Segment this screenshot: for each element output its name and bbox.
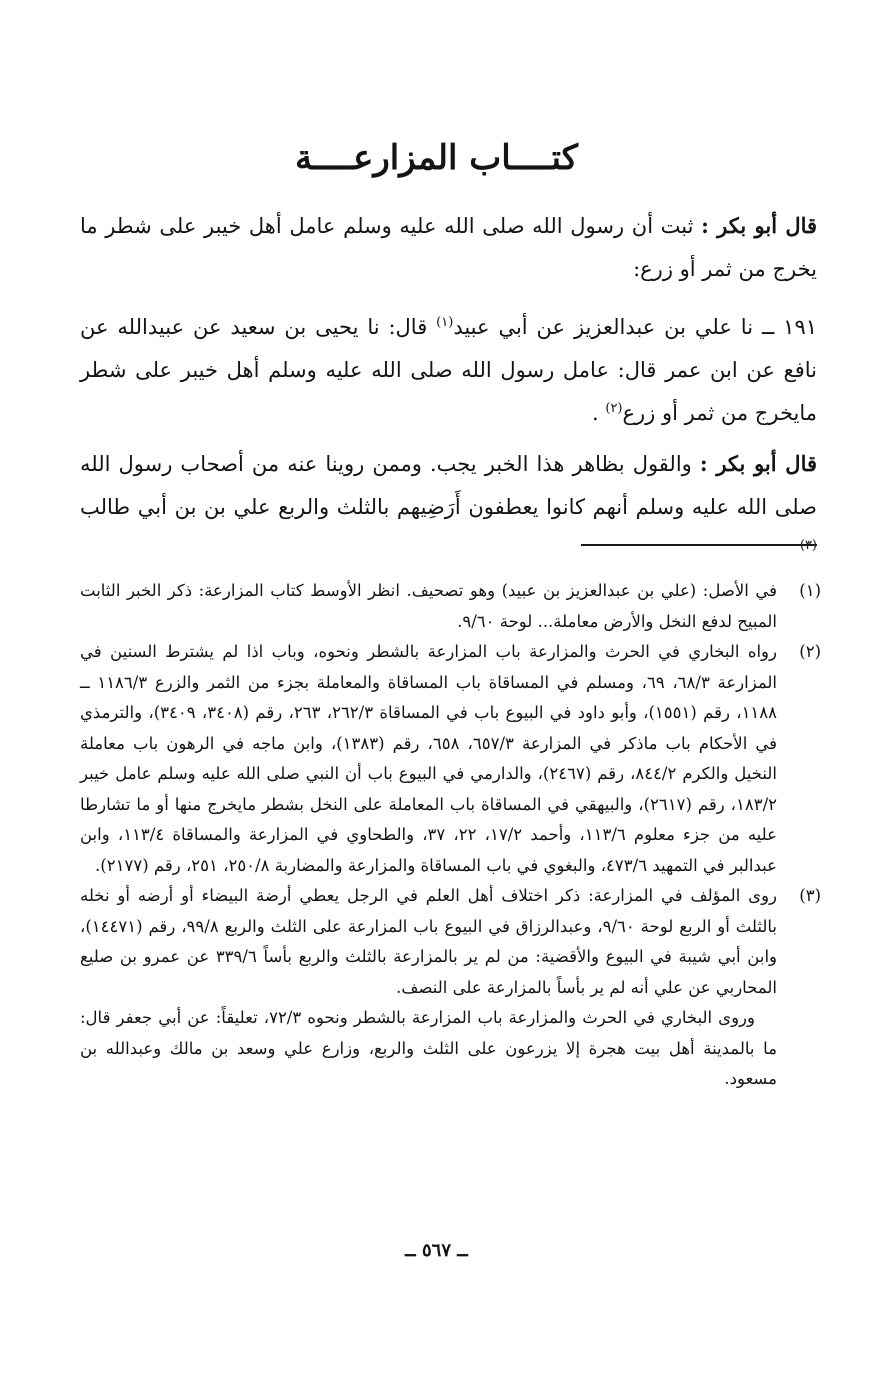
paragraph-text: والقول بظاهر هذا الخبر يجب. وممن روينا عنه من أصحاب رسول الله صلى الله عليه وسلم أنهم كانوا يعطفون أَرَضِيهم بالثلث والربع علي بن بن أبي طالب — [80, 452, 817, 519]
footnote-text: في الأصل: (علي بن عبدالعزيز بن عبيد) وهو تصحيف. انظر الأوسط كتاب المزارعة: ذكر الخبر الثابت المبيح لدفع النخل والأرض معاملة... لوحة ٩/٦٠. — [80, 581, 777, 631]
paragraph-abu-bakr-statement — [80, 204, 817, 291]
footnote-text-group — [80, 881, 777, 1095]
footnote-ref-1[interactable]: (١) — [436, 315, 454, 330]
footnote-text: روى المؤلف في المزارعة: ذكر اختلاف أهل العلم في الرجل يعطي أرضة البيضاء أو أرضه أو نخله بالثلث أو الربع لوحة ٩/٦٠، وعبدالرزاق في البيوع باب المزارعة على الثلث والربع ٩٩/٨، رقم (١٤٤٧١)، وابن أبي شيبة في البيوع والأقضية: من لم ير بالمزارعة بالثلث والربع بأساً ٣٣٩/٦ عن عمرو بن صليع المحاربي عن علي أنه لم ير بأساً بالمزارعة على النصف. — [80, 886, 778, 997]
footnote-ref-2[interactable]: (٢) — [605, 401, 623, 416]
footnotes — [80, 576, 821, 1095]
footnote-number: (٣) — [799, 886, 821, 905]
hadith-text-part3: . — [592, 401, 606, 425]
paragraph-lead: قال أبو بكر : — [701, 213, 818, 238]
footnote-1 — [80, 576, 821, 637]
hadith-191 — [80, 306, 817, 435]
footnote-ref-3[interactable]: (٣) — [799, 538, 817, 553]
chapter-title: كتــــاب المزارعــــة — [295, 138, 578, 178]
footnote-number: (٢) — [799, 642, 821, 661]
footnote-number: (١) — [799, 581, 821, 600]
page-number: ــ ٥٦٧ ــ — [405, 1240, 468, 1261]
paragraph-text: ثبت أن رسول الله صلى الله عليه وسلم عامل أهل خيبر على شطر ما يخرج من ثمر أو زرع: — [80, 214, 817, 281]
footnote-text-continued: وروى البخاري في الحرث والمزارعة باب المزارعة بالشطر ونحوه ٧٢/٣، تعليقاً: عن أبي جعفر قال: ما بالمدينة أهل بيت هجرة إلا يزرعون على الثلث والربع، وزارع علي وسعد بن مالك وعبدالله بن مسعود. — [80, 1008, 777, 1088]
footnote-text: رواه البخاري في الحرث والمزارعة باب المزارعة بالشطر ونحوه، وباب اذا لم يشترط السنين في المزارعة ٦٨/٣، ٦٩، ومسلم في المساقاة باب المساقاة والمعاملة بجزء من الثمر والزرع ١١٨٦/٣ ــ ١١٨٨، رقم (١٥٥١)، وأبو داود في البيوع باب في المساقاة ٢٦٢/٣، ٢٦٣، رقم (٣٤٠٨، ٣٤٠٩)، والترمذي في الأحكام باب ماذكر في المزارعة ٦٥٧/٣، ٦٥٨، رقم (١٣٨٣)، وابن ماجه في الرهون باب معاملة النخيل والكرم ٨٤٤/٢، رقم (٢٤٦٧)، والدارمي في البيوع باب أن النبي صلى الله عليه وسلم عامل خيبر ١٨٣/٢، رقم (٢٦١٧)، والبيهقي في المساقاة باب المعاملة على النخل بشطر مايخرج منها أو ما تشارطا عليه من جزء معلوم ١١٣/٦، وأحمد ١٧/٢، ٢٢، ٣٧، والطحاوي في المزارعة والمساقاة ١١٣/٤، وابن عبدالبر في التمهيد ٤٧٣/٦، والبغوي في باب المساقاة والمزارعة والمضاربة ٢٥٠/٨، ٢٥١، رقم (٢١٧٧). — [80, 642, 778, 875]
hadith-text-part2: قال: نا يحيى بن سعيد عن عبيدالله عن نافع عن ابن عمر قال: عامل رسول الله صلى الله عليه وسلم أهل خيبر على شطر مايخرج من ثمر أو زرع — [80, 315, 817, 425]
footnote-3 — [80, 881, 821, 1095]
hadith-text-part1: ١٩١ ــ نا علي بن عبدالعزيز عن أبي عبيد — [453, 315, 818, 339]
footnote-separator — [581, 544, 817, 546]
footnote-2 — [80, 637, 821, 881]
paragraph-abu-bakr-opinion — [80, 442, 817, 572]
paragraph-lead: قال أبو بكر : — [699, 451, 818, 476]
